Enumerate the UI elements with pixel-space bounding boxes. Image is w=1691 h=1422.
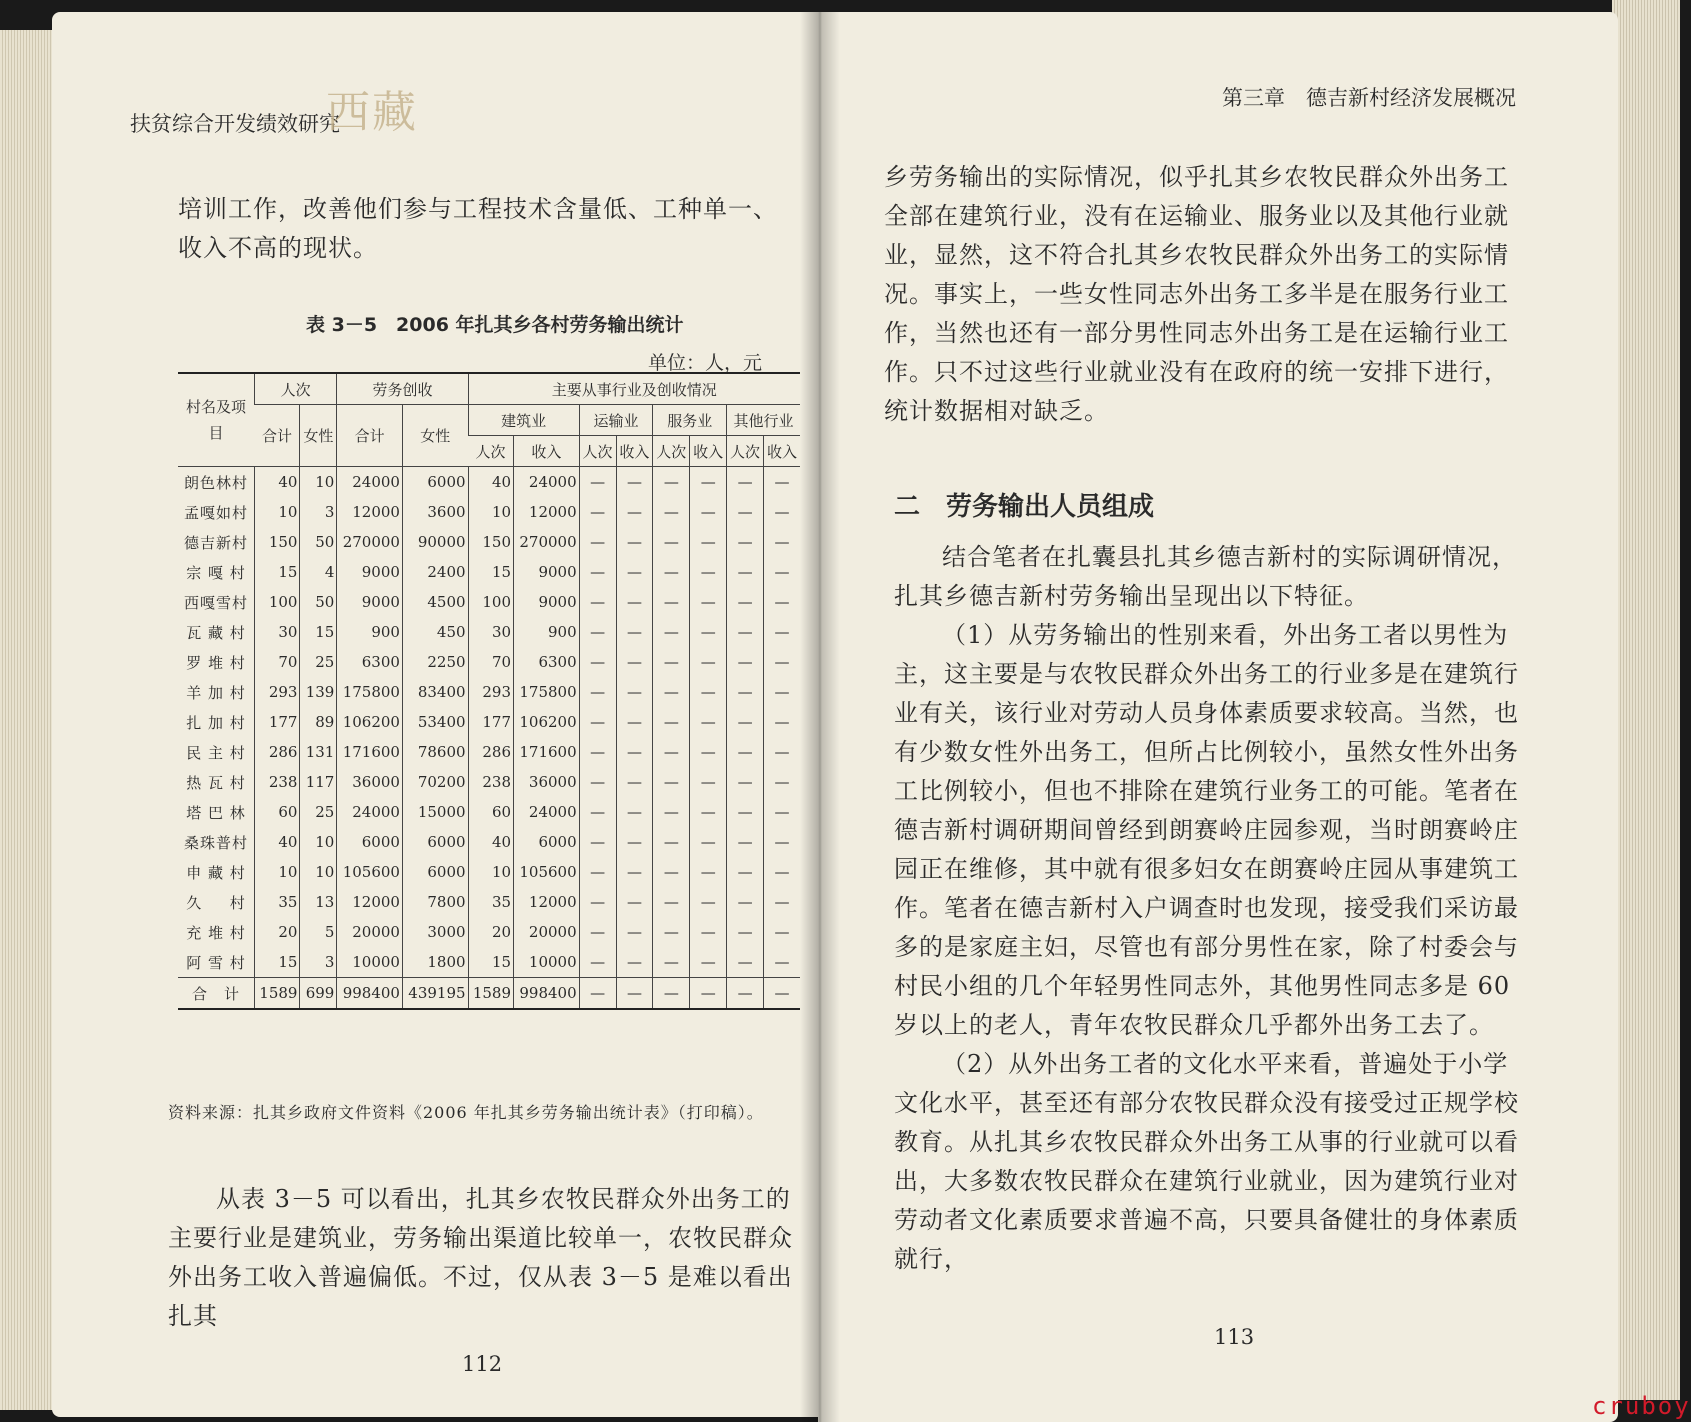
table-cell-pt-female: 4 [300,557,337,587]
table-cell-tr-times: — [579,947,616,978]
service-header: 服务业 [653,405,727,436]
table-cell-con-times: 40 [468,467,513,498]
main-industry-header: 主要从事行业及创收情况 [468,373,800,405]
table-cell-sv-times: — [653,857,690,887]
table-cell-pt-total: 10 [255,497,300,527]
table-cell-pt-female: 25 [300,797,337,827]
table-cell-inc-total: 270000 [337,527,403,557]
table-cell-con-income: 9000 [514,587,580,617]
table-cell-tr-times: — [579,917,616,947]
table-cell-con-times: 100 [468,587,513,617]
table-cell-ot-income: — [764,857,801,887]
table-cell-sv-times: — [653,917,690,947]
table-cell-inc-total: 12000 [337,497,403,527]
table-cell-ot-income: — [764,467,801,498]
table-cell-ot-times: — [727,917,764,947]
table-cell-tr-times: — [579,587,616,617]
table-cell-tr-times: — [579,467,616,498]
table-cell-sv-income: — [690,827,727,857]
table-cell-name: 塔 巴 林 [186,803,246,822]
table-cell-inc-female: 7800 [402,887,468,917]
table-cell-pt-female: 13 [300,887,337,917]
table-cell-tr-income: — [616,947,653,978]
table-cell-tr-income: — [616,797,653,827]
table-cell-con-times: 70 [468,647,513,677]
table-cell-ot-income: — [764,497,801,527]
table-title: 表 3－5 2006 年扎其乡各村劳务输出统计 [306,314,684,336]
right-paragraph-1 [884,158,1520,431]
table-cell-tr-times: — [579,647,616,677]
table-cell-con-income: 24000 [514,797,580,827]
table-cell-con-income: 6300 [514,647,580,677]
table-cell-name: 宗 嘎 村 [186,563,246,582]
table-cell-pt-total: 10 [255,857,300,887]
right-page-number: 113 [1214,1325,1255,1349]
table-cell-con-times: 1589 [468,978,513,1010]
table-cell-inc-total: 9000 [337,557,403,587]
table-cell-inc-total: 9000 [337,587,403,617]
left-paragraph-bottom [168,1180,800,1336]
table-cell-sv-times: — [653,827,690,857]
other-header: 其他行业 [727,405,800,436]
table-cell-inc-total: 10000 [337,947,403,978]
pt-total-header: 合计 [255,405,300,467]
table-cell-con-times: 30 [468,617,513,647]
table-row [178,467,800,498]
table-row [178,797,800,827]
table-cell-ot-income: — [764,947,801,978]
table-cell-tr-income: — [616,527,653,557]
sv-income-header: 收入 [690,436,727,467]
table-cell-sv-times: — [653,887,690,917]
table-cell-inc-total: 175800 [337,677,403,707]
table-cell-con-income: 6000 [514,827,580,857]
table-cell-name: 羊 加 村 [186,683,246,702]
table-cell-pt-female: 3 [300,497,337,527]
table-cell-sv-times: — [653,947,690,978]
table-cell-ot-times: — [727,617,764,647]
table-cell-inc-female: 450 [402,617,468,647]
table-cell-tr-income: — [616,917,653,947]
table-cell-pt-female: 50 [300,587,337,617]
table-cell-ot-income: — [764,797,801,827]
table-cell-tr-times: — [579,557,616,587]
table-cell-con-times: 286 [468,737,513,767]
table-cell-tr-income: — [616,467,653,498]
table-cell-sv-times: — [653,497,690,527]
table-cell-pt-female: 3 [300,947,337,978]
table-cell-tr-times: — [579,497,616,527]
table-cell-sv-times: — [653,677,690,707]
table-cell-inc-female: 70200 [402,767,468,797]
table-cell-name: 民 主 村 [186,743,246,762]
table-cell-pt-female: 50 [300,527,337,557]
table-row [178,827,800,857]
table-cell-sv-times: — [653,527,690,557]
table-cell-inc-female: 439195 [402,978,468,1010]
table-cell-con-times: 10 [468,497,513,527]
table-cell-inc-total: 6300 [337,647,403,677]
table-cell-pt-total: 20 [255,917,300,947]
table-cell-inc-total: 171600 [337,737,403,767]
table-cell-ot-income: — [764,707,801,737]
table-cell-ot-income: — [764,587,801,617]
table-cell-ot-income: — [764,978,801,1010]
table-cell-sv-times: — [653,617,690,647]
sv-times-header: 人次 [653,436,690,467]
table-cell-sv-income: — [690,647,727,677]
table-cell-sv-income: — [690,978,727,1010]
table-source-note: 资料来源：扎其乡政府文件资料《2006 年扎其乡劳务输出统计表》（打印稿）。 [168,1103,764,1122]
table-cell-sv-times: — [653,797,690,827]
table-cell-tr-times: — [579,978,616,1010]
table-cell-pt-female: 10 [300,857,337,887]
table-cell-name: 申 藏 村 [186,863,246,882]
right-page-edges [1612,0,1680,1400]
table-cell-sv-income: — [690,677,727,707]
table-cell-ot-income: — [764,917,801,947]
table-cell-sv-times: — [653,737,690,767]
table-cell-pt-female: 139 [300,677,337,707]
table-row [178,527,800,557]
table-cell-tr-income: — [616,857,653,887]
table-cell-ot-times: — [727,647,764,677]
table-cell-sv-income: — [690,947,727,978]
table-row [178,737,800,767]
table-cell-con-times: 20 [468,917,513,947]
table-cell-pt-female: 10 [300,467,337,498]
con-times-header: 人次 [468,436,513,467]
left-page-edges [0,30,56,1410]
table-cell-pt-total: 35 [255,887,300,917]
table-cell-inc-female: 53400 [402,707,468,737]
table-cell-inc-total: 105600 [337,857,403,887]
section-heading: 二 劳务输出人员组成 [894,492,1155,522]
table-cell-name: 西嘎雪村 [183,593,248,612]
table-cell-name: 罗 堆 村 [186,653,246,672]
paragraph-text: （2）从外出务工者的文化水平来看，普遍处于小学文化水平，甚至还有部分农牧民群众没有接受过正规学校教育。从扎其乡农牧民群众外出务工从事的行业就可以看出，大多数农牧民群众在建筑行业就业，因为建筑行业对劳动者文化素质要求普遍不高，只要具备健壮的身体素质就行， [894,1050,1519,1273]
table-row [178,647,800,677]
table-cell-ot-times: — [727,467,764,498]
table-cell-con-times: 10 [468,857,513,887]
table-cell-inc-female: 6000 [402,827,468,857]
table-cell-con-times: 60 [468,797,513,827]
table-cell-con-income: 106200 [514,707,580,737]
table-cell-pt-total: 15 [255,947,300,978]
table-cell-ot-income: — [764,677,801,707]
table-cell-con-times: 15 [468,947,513,978]
table-cell-con-times: 35 [468,887,513,917]
table-cell-sv-times: — [653,557,690,587]
table-cell-pt-total: 238 [255,767,300,797]
table-body [178,467,800,1010]
table-cell-inc-female: 4500 [402,587,468,617]
table-cell-tr-income: — [616,557,653,587]
table-row [178,707,800,737]
table-cell-con-times: 238 [468,767,513,797]
table-cell-sv-income: — [690,527,727,557]
table-cell-sv-income: — [690,767,727,797]
table-cell-tr-income: — [616,617,653,647]
ot-times-header: 人次 [727,436,764,467]
table-cell-inc-total: 6000 [337,827,403,857]
table-cell-tr-income: — [616,497,653,527]
table-cell-con-income: 105600 [514,857,580,887]
paragraph-text: 乡劳务输出的实际情况，似乎扎其乡农牧民群众外出务工全部在建筑行业，没有在运输业、服务业以及其他行业就业，显然，这不符合扎其乡农牧民群众外出务工的实际情况。事实上，一些女性同志外出务工多半是在服务行业工作，当然也还有一部分男性同志外出务工是在运输行业工作。只不过这些行业就业没有在政府的统一安排下进行，统计数据相对缺乏。 [884,163,1509,425]
table-cell-ot-times: — [727,857,764,887]
table-cell-ot-times: — [727,737,764,767]
table-cell-inc-female: 83400 [402,677,468,707]
table-cell-pt-total: 150 [255,527,300,557]
table-cell-inc-female: 3600 [402,497,468,527]
table-cell-inc-female: 15000 [402,797,468,827]
table-cell-sv-income: — [690,617,727,647]
table-cell-name: 德吉新村 [183,533,248,552]
inc-female-header: 女性 [402,405,468,467]
table-cell-name: 热 瓦 村 [186,773,246,792]
table-cell-ot-income: — [764,827,801,857]
table-cell-pt-female: 131 [300,737,337,767]
table-cell-sv-income: — [690,587,727,617]
table-cell-con-income: 270000 [514,527,580,557]
table-cell-tr-income: — [616,887,653,917]
table-cell-tr-times: — [579,887,616,917]
table-cell-tr-times: — [579,767,616,797]
table-row [178,617,800,647]
table-cell-ot-times: — [727,947,764,978]
paragraph-text: （1）从劳务输出的性别来看，外出务工者以男性为主，这主要是与农牧民群众外出务工的行业多是在建筑行业有关，该行业对劳动人员身体素质要求较高。当然，也有少数女性外出务工，但所占比例较小，虽然女性外出务工比例较小，但也不排除在建筑行业务工的可能。笔者在德吉新村调研期间曾经到朗赛岭庄园参观，当时朗赛岭庄园正在维修，其中就有很多妇女在朗赛岭庄园从事建筑工作。笔者在德吉新村入户调查时也发现，接受我们采访最多的是家庭主妇，尽管也有部分男性在家，除了村委会与村民小组的几个年轻男性同志外，其他男性同志多是 60 岁以上的老人，青年农牧民群众几乎都外出务工去了。 [894,621,1519,1039]
ot-income-header: 收入 [764,436,801,467]
inc-total-header: 合计 [337,405,403,467]
table-cell-inc-total: 24000 [337,467,403,498]
labor-income-header: 劳务创收 [337,373,468,405]
table-cell-inc-female: 6000 [402,857,468,887]
table-cell-pt-female: 699 [300,978,337,1010]
table-cell-con-income: 24000 [514,467,580,498]
table-cell-pt-total: 100 [255,587,300,617]
table-cell-ot-times: — [727,587,764,617]
table-cell-ot-income: — [764,737,801,767]
table-cell-con-times: 150 [468,527,513,557]
table-cell-tr-income: — [616,767,653,797]
table-cell-inc-total: 998400 [337,978,403,1010]
table-cell-name: 桑珠普村 [183,833,248,852]
left-page-number: 112 [462,1352,503,1376]
table-cell-pt-female: 10 [300,827,337,857]
left-running-head: 扶贫综合开发绩效研究 [130,112,340,136]
watermark: cruboy [1592,1392,1691,1420]
table-cell-tr-times: — [579,827,616,857]
table-cell-pt-female: 5 [300,917,337,947]
table-cell-name: 阿 雪 村 [186,953,246,972]
table-cell-ot-income: — [764,527,801,557]
table-row [178,767,800,797]
village-header: 村名及项 目 [178,373,255,467]
table-cell-sv-income: — [690,797,727,827]
table-cell-pt-female: 117 [300,767,337,797]
table-cell-inc-female: 3000 [402,917,468,947]
table-cell-ot-times: — [727,978,764,1010]
table-cell-name: 合 计 [178,978,255,1010]
table-cell-pt-female: 15 [300,617,337,647]
table-cell-sv-income: — [690,557,727,587]
table-cell-pt-total: 286 [255,737,300,767]
table-cell-con-income: 9000 [514,557,580,587]
table-cell-sv-income: — [690,497,727,527]
table-cell-name: 孟嘎如村 [183,503,248,522]
table-cell-sv-income: — [690,917,727,947]
table-cell-con-income: 900 [514,617,580,647]
table-cell-ot-times: — [727,797,764,827]
table-cell-inc-total: 24000 [337,797,403,827]
table-cell-tr-times: — [579,707,616,737]
table-cell-inc-total: 106200 [337,707,403,737]
table-cell-inc-total: 12000 [337,887,403,917]
table-total-row [178,978,800,1010]
table-cell-tr-income: — [616,707,653,737]
table-cell-ot-times: — [727,497,764,527]
table-row [178,587,800,617]
table-cell-inc-female: 90000 [402,527,468,557]
table-cell-name: 朗色林村 [183,473,248,492]
table-cell-ot-times: — [727,557,764,587]
table-cell-ot-times: — [727,707,764,737]
tr-times-header: 人次 [579,436,616,467]
table-row [178,557,800,587]
table-cell-con-times: 15 [468,557,513,587]
table-cell-ot-income: — [764,767,801,797]
table-cell-pt-total: 60 [255,797,300,827]
table-row [178,887,800,917]
paragraph-text: 从表 3－5 可以看出，扎其乡农牧民群众外出务工的主要行业是建筑业，劳务输出渠道比较单一，农牧民群众外出务工收入普遍偏低。不过，仅从表 3－5 是难以看出扎其 [168,1185,793,1330]
table-cell-con-income: 12000 [514,887,580,917]
paragraph-text: 培训工作，改善他们参与工程技术含量低、工种单一、收入不高的现状。 [178,195,778,262]
table-cell-ot-income: — [764,647,801,677]
table-row [178,917,800,947]
right-paragraph-2 [894,538,1522,1279]
table-cell-sv-times: — [653,978,690,1010]
table-cell-con-income: 175800 [514,677,580,707]
table-cell-pt-total: 15 [255,557,300,587]
table-cell-tr-times: — [579,737,616,767]
table-unit: 单位：人，元 [648,352,763,374]
construction-header: 建筑业 [468,405,579,436]
con-income-header: 收入 [514,436,580,467]
table-cell-sv-times: — [653,467,690,498]
person-times-header: 人次 [255,373,337,405]
table-cell-ot-times: — [727,827,764,857]
table-cell-name: 瓦 藏 村 [186,623,246,642]
table-cell-pt-total: 177 [255,707,300,737]
table-cell-ot-times: — [727,767,764,797]
table-cell-sv-income: — [690,737,727,767]
table-cell-ot-income: — [764,557,801,587]
table-cell-inc-female: 1800 [402,947,468,978]
table-cell-con-income: 12000 [514,497,580,527]
table-cell-tr-times: — [579,617,616,647]
table-row [178,677,800,707]
table-cell-pt-total: 30 [255,617,300,647]
table-cell-sv-income: — [690,857,727,887]
table-cell-name: 久 村 [186,893,246,912]
table-cell-tr-times: — [579,857,616,887]
table-cell-inc-female: 78600 [402,737,468,767]
table-cell-name: 充 堆 村 [186,923,246,942]
table-cell-con-income: 20000 [514,917,580,947]
table-cell-pt-total: 70 [255,647,300,677]
pt-female-header: 女性 [300,405,337,467]
table-cell-tr-income: — [616,737,653,767]
book-gutter [800,12,840,1422]
table-cell-con-times: 177 [468,707,513,737]
table-cell-pt-female: 25 [300,647,337,677]
table-cell-con-times: 40 [468,827,513,857]
table-cell-inc-female: 2250 [402,647,468,677]
table-cell-pt-female: 89 [300,707,337,737]
table-cell-ot-income: — [764,887,801,917]
table-cell-con-income: 10000 [514,947,580,978]
table-cell-pt-total: 1589 [255,978,300,1010]
table-cell-sv-income: — [690,467,727,498]
table-cell-sv-times: — [653,587,690,617]
tibet-seal-logo: 西藏 [326,87,418,138]
table-row [178,857,800,887]
table-cell-sv-income: — [690,707,727,737]
table-cell-con-income: 36000 [514,767,580,797]
table-cell-con-income: 171600 [514,737,580,767]
table-cell-sv-times: — [653,707,690,737]
table-cell-name: 扎 加 村 [186,713,246,732]
table-cell-inc-total: 36000 [337,767,403,797]
table-cell-ot-income: — [764,617,801,647]
table-cell-tr-income: — [616,677,653,707]
table-cell-sv-times: — [653,767,690,797]
table-cell-tr-times: — [579,527,616,557]
table-cell-tr-times: — [579,677,616,707]
table-cell-pt-total: 293 [255,677,300,707]
table-cell-pt-total: 40 [255,827,300,857]
table-cell-ot-times: — [727,887,764,917]
table-row [178,947,800,978]
labor-output-table [178,372,800,1010]
left-paragraph-top [178,190,800,268]
table-cell-inc-total: 900 [337,617,403,647]
table-cell-pt-total: 40 [255,467,300,498]
table-cell-sv-times: — [653,647,690,677]
table-cell-tr-income: — [616,587,653,617]
table-cell-inc-female: 2400 [402,557,468,587]
table-cell-con-times: 293 [468,677,513,707]
table-cell-tr-times: — [579,797,616,827]
table-cell-ot-times: — [727,527,764,557]
right-running-head: 第三章 德吉新村经济发展概况 [1222,86,1516,110]
table-cell-tr-income: — [616,827,653,857]
transport-header: 运输业 [579,405,653,436]
table-cell-tr-income: — [616,647,653,677]
table-cell-ot-times: — [727,677,764,707]
table-cell-con-income: 998400 [514,978,580,1010]
tr-income-header: 收入 [616,436,653,467]
table-row [178,497,800,527]
paragraph-text: 结合笔者在扎囊县扎其乡德吉新村的实际调研情况，扎其乡德吉新村劳务输出呈现出以下特征。 [894,543,1517,610]
table-cell-sv-income: — [690,887,727,917]
table-cell-inc-female: 6000 [402,467,468,498]
table-cell-tr-income: — [616,978,653,1010]
table-cell-inc-total: 20000 [337,917,403,947]
